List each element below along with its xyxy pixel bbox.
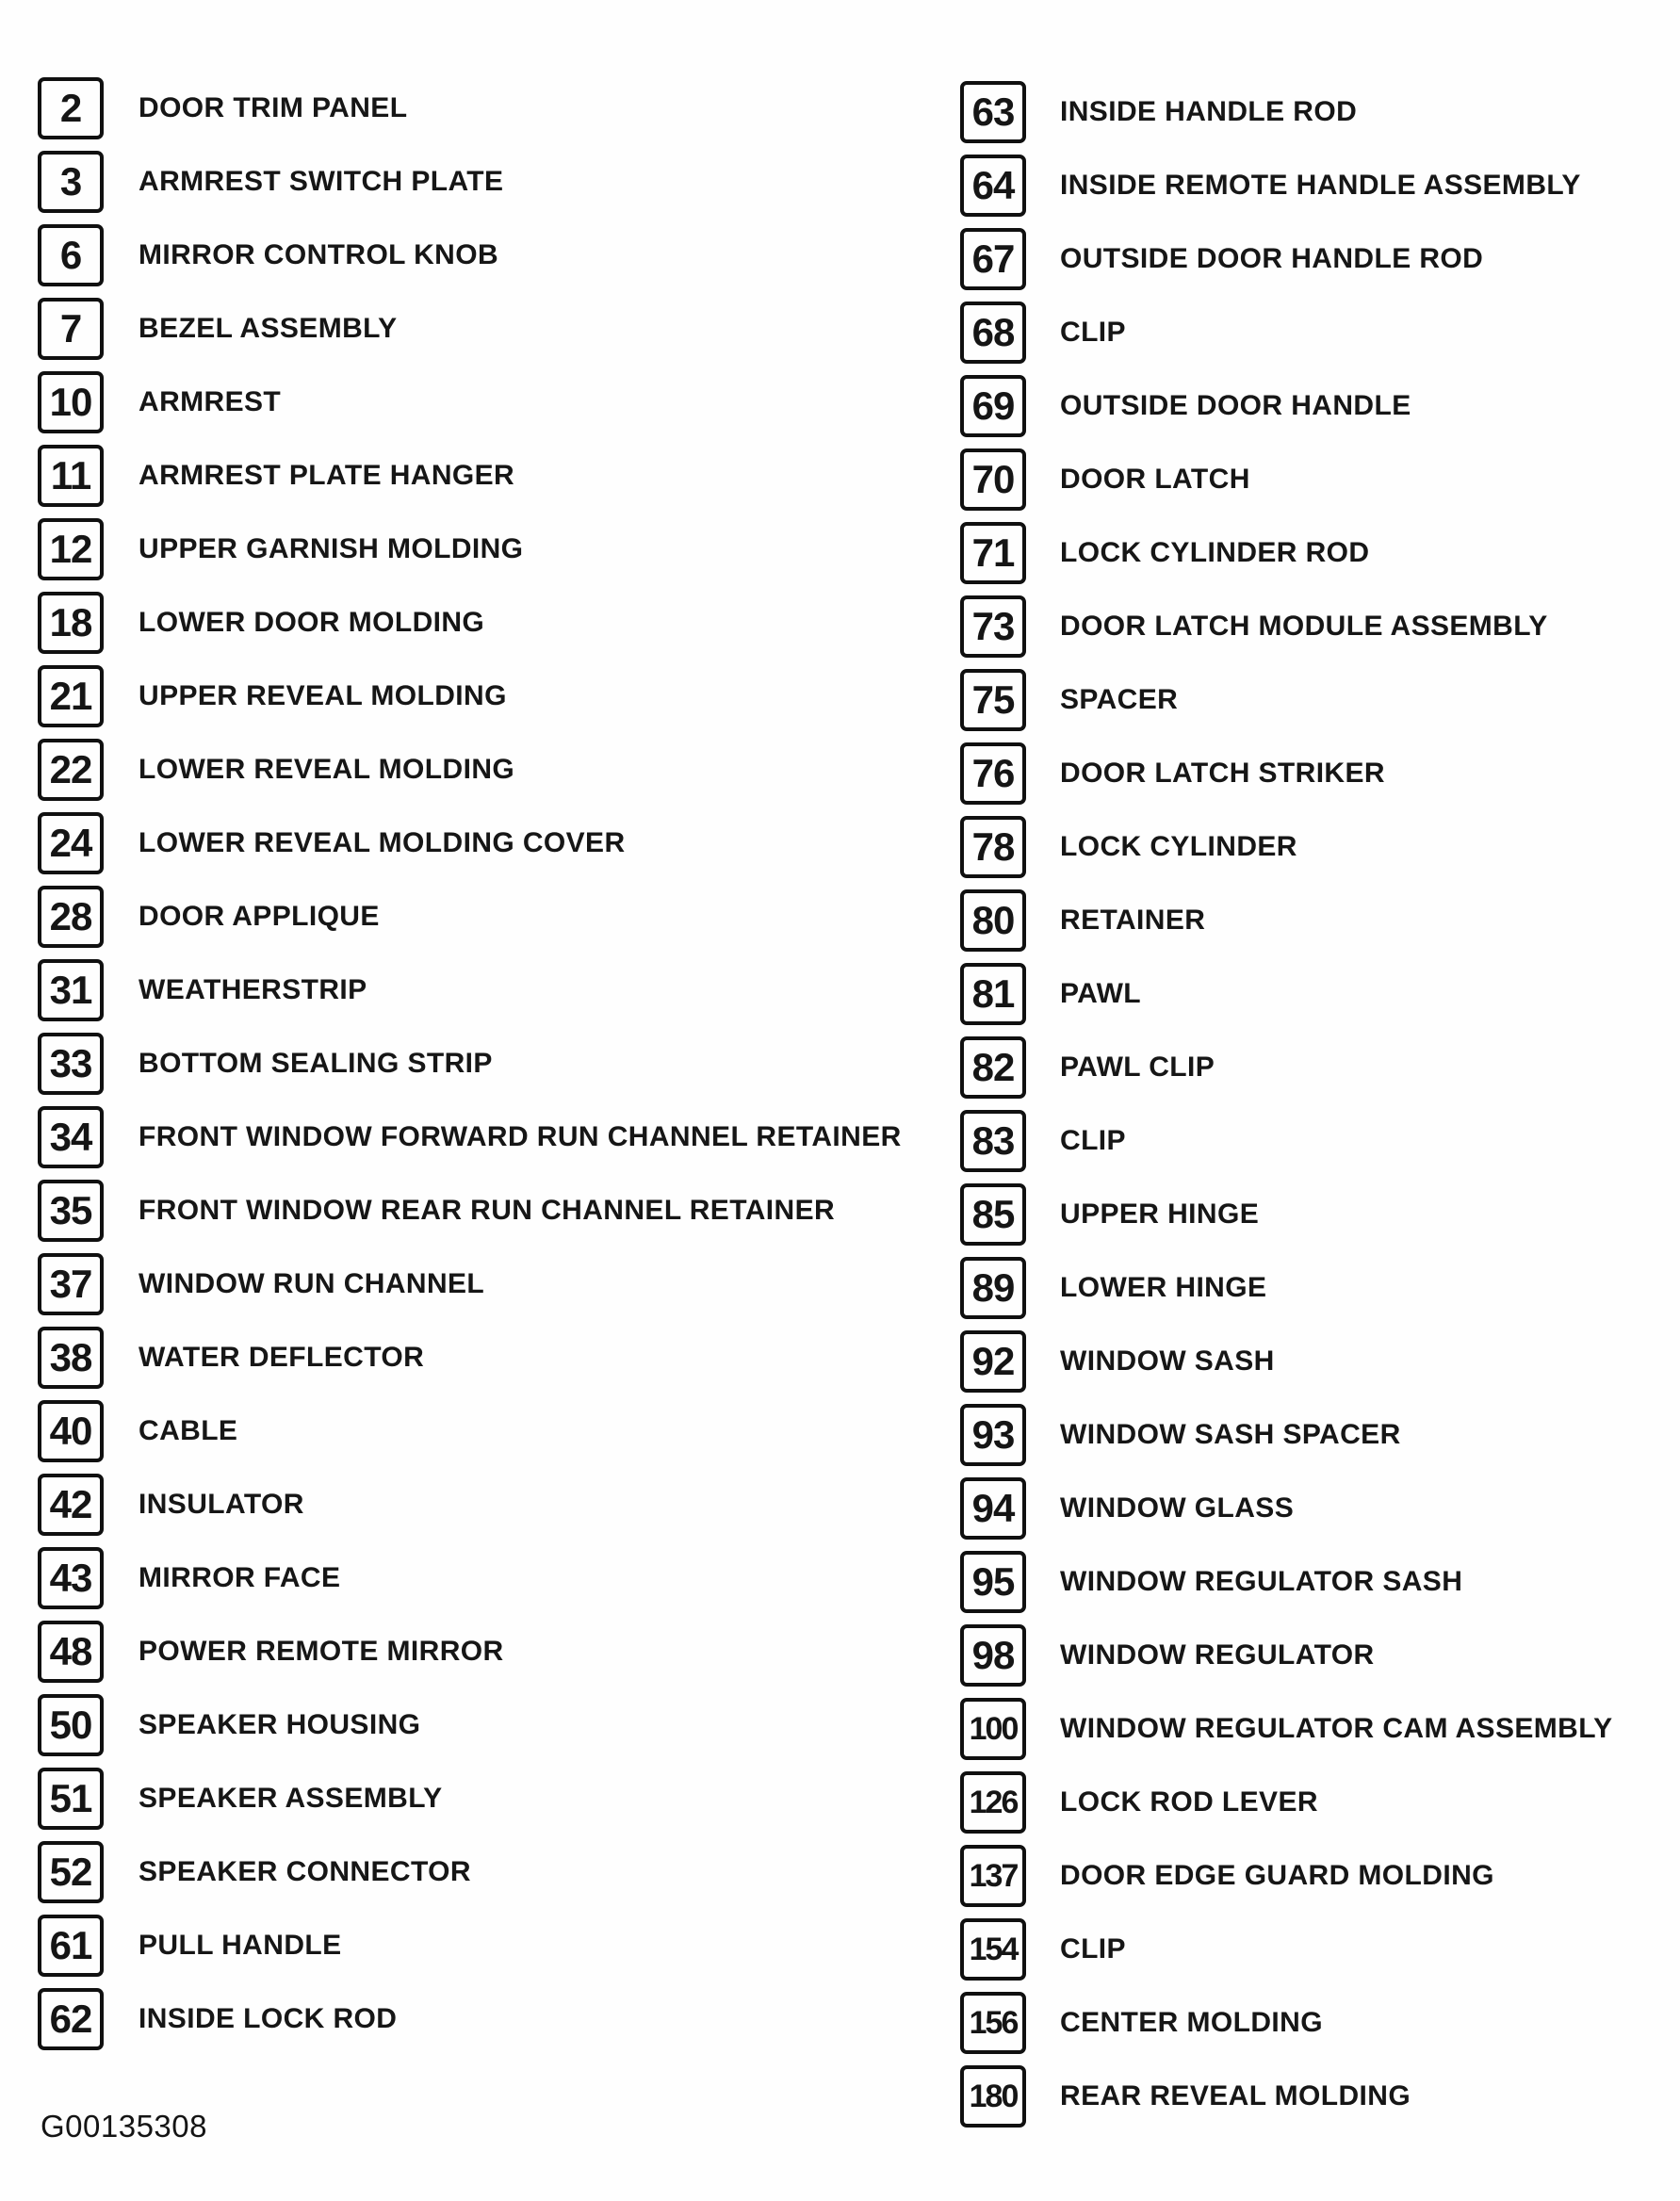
parts-list-item xyxy=(38,1027,902,1100)
part-name-label: LOCK CYLINDER ROD xyxy=(1060,537,1370,568)
part-name-label: FRONT WINDOW FORWARD RUN CHANNEL RETAINER xyxy=(139,1121,902,1152)
part-number-box: 68 xyxy=(960,302,1026,364)
part-number-box: 31 xyxy=(38,959,104,1021)
part-name-label: DOOR APPLIQUE xyxy=(139,901,380,932)
part-name-label: ARMREST xyxy=(139,386,282,417)
parts-list-item xyxy=(38,880,902,954)
part-name-label: WINDOW REGULATOR SASH xyxy=(1060,1566,1463,1597)
part-name-label: POWER REMOTE MIRROR xyxy=(139,1636,504,1667)
parts-list-item xyxy=(960,1839,1613,1913)
parts-list-item xyxy=(960,810,1613,884)
parts-list-item xyxy=(960,1619,1613,1692)
parts-list-item xyxy=(960,1031,1613,1104)
parts-list-item xyxy=(38,513,902,586)
part-number-box: 40 xyxy=(38,1400,104,1462)
part-number-box: 64 xyxy=(960,155,1026,217)
part-name-label: WATER DEFLECTOR xyxy=(139,1342,425,1373)
parts-list-item xyxy=(38,1174,902,1247)
parts-list-item xyxy=(960,222,1613,296)
part-name-label: MIRROR CONTROL KNOB xyxy=(139,239,499,270)
parts-list-item xyxy=(960,1472,1613,1545)
part-name-label: CABLE xyxy=(139,1415,238,1446)
part-number-box: 70 xyxy=(960,448,1026,511)
part-number-box: 28 xyxy=(38,886,104,948)
parts-list-item xyxy=(960,1986,1613,2060)
parts-list-item xyxy=(960,75,1613,149)
part-name-label: DOOR LATCH xyxy=(1060,464,1250,495)
part-name-label: UPPER GARNISH MOLDING xyxy=(139,533,524,564)
part-name-label: CLIP xyxy=(1060,1933,1126,1965)
parts-list-item xyxy=(38,219,902,292)
parts-list-item xyxy=(38,1688,902,1762)
part-number-box: 154 xyxy=(960,1918,1026,1981)
part-number-box: 78 xyxy=(960,816,1026,878)
parts-list-item xyxy=(38,954,902,1027)
part-number-box: 82 xyxy=(960,1036,1026,1099)
part-name-label: LOCK ROD LEVER xyxy=(1060,1786,1318,1818)
part-name-label: WINDOW GLASS xyxy=(1060,1492,1295,1524)
part-name-label: LOWER HINGE xyxy=(1060,1272,1267,1303)
parts-list-item xyxy=(38,1835,902,1909)
part-number-box: 69 xyxy=(960,375,1026,437)
parts-list-item xyxy=(38,72,902,145)
parts-list-item xyxy=(38,660,902,733)
parts-list-item xyxy=(38,586,902,660)
part-number-box: 62 xyxy=(38,1988,104,2050)
part-name-label: INSIDE REMOTE HANDLE ASSEMBLY xyxy=(1060,170,1581,201)
part-number-box: 51 xyxy=(38,1768,104,1830)
parts-list-item xyxy=(960,590,1613,663)
part-number-box: 10 xyxy=(38,371,104,433)
parts-list-item xyxy=(38,1321,902,1394)
part-number-box: 126 xyxy=(960,1771,1026,1834)
part-number-box: 100 xyxy=(960,1698,1026,1760)
parts-list-item xyxy=(960,149,1613,222)
parts-list-item xyxy=(38,366,902,439)
parts-list-item xyxy=(960,1178,1613,1251)
parts-list-item xyxy=(960,1913,1613,1986)
part-name-label: WINDOW REGULATOR CAM ASSEMBLY xyxy=(1060,1713,1613,1744)
part-number-box: 83 xyxy=(960,1110,1026,1172)
part-number-box: 50 xyxy=(38,1694,104,1756)
part-number-box: 43 xyxy=(38,1547,104,1609)
part-name-label: SPEAKER HOUSING xyxy=(139,1709,421,1740)
parts-list-item xyxy=(38,1247,902,1321)
part-number-box: 98 xyxy=(960,1624,1026,1687)
part-name-label: WINDOW SASH xyxy=(1060,1345,1275,1377)
part-number-box: 21 xyxy=(38,665,104,727)
part-number-box: 67 xyxy=(960,228,1026,290)
part-number-box: 35 xyxy=(38,1180,104,1242)
part-number-box: 11 xyxy=(38,445,104,507)
part-name-label: LOWER REVEAL MOLDING xyxy=(139,754,515,785)
parts-list-item xyxy=(960,884,1613,957)
part-name-label: ARMREST PLATE HANGER xyxy=(139,460,515,491)
parts-list-item xyxy=(960,516,1613,590)
part-number-box: 18 xyxy=(38,592,104,654)
part-number-box: 180 xyxy=(960,2065,1026,2128)
parts-list-item xyxy=(38,439,902,513)
part-name-label: INSIDE LOCK ROD xyxy=(139,2003,398,2034)
part-number-box: 81 xyxy=(960,963,1026,1025)
parts-list-item xyxy=(38,733,902,807)
parts-list-item xyxy=(960,663,1613,737)
part-name-label: LOWER DOOR MOLDING xyxy=(139,607,485,638)
part-name-label: WINDOW SASH SPACER xyxy=(1060,1419,1401,1450)
parts-list-right-column xyxy=(960,75,1613,2133)
parts-list-item xyxy=(38,1615,902,1688)
part-number-box: 75 xyxy=(960,669,1026,731)
part-number-box: 12 xyxy=(38,518,104,580)
part-number-box: 33 xyxy=(38,1033,104,1095)
parts-list-item xyxy=(38,292,902,366)
parts-list-item xyxy=(960,1251,1613,1325)
part-number-box: 48 xyxy=(38,1621,104,1683)
part-name-label: WEATHERSTRIP xyxy=(139,974,367,1005)
part-name-label: LOCK CYLINDER xyxy=(1060,831,1297,862)
part-name-label: OUTSIDE DOOR HANDLE ROD xyxy=(1060,243,1484,274)
part-number-box: 95 xyxy=(960,1551,1026,1613)
part-number-box: 76 xyxy=(960,742,1026,805)
part-name-label: BOTTOM SEALING STRIP xyxy=(139,1048,493,1079)
parts-list-item xyxy=(960,369,1613,443)
part-name-label: WINDOW RUN CHANNEL xyxy=(139,1268,485,1299)
figure-reference-code: G00135308 xyxy=(41,2109,207,2144)
part-name-label: PAWL CLIP xyxy=(1060,1052,1215,1083)
part-name-label: OUTSIDE DOOR HANDLE xyxy=(1060,390,1411,421)
parts-list-item xyxy=(960,1325,1613,1398)
part-name-label: FRONT WINDOW REAR RUN CHANNEL RETAINER xyxy=(139,1195,836,1226)
part-number-box: 71 xyxy=(960,522,1026,584)
part-name-label: WINDOW REGULATOR xyxy=(1060,1639,1375,1671)
part-number-box: 37 xyxy=(38,1253,104,1315)
part-number-box: 63 xyxy=(960,81,1026,143)
part-name-label: CENTER MOLDING xyxy=(1060,2007,1323,2038)
part-number-box: 92 xyxy=(960,1330,1026,1393)
part-number-box: 156 xyxy=(960,1992,1026,2054)
part-number-box: 94 xyxy=(960,1477,1026,1540)
part-name-label: MIRROR FACE xyxy=(139,1562,341,1593)
part-name-label: CLIP xyxy=(1060,317,1126,348)
parts-list-item xyxy=(38,1909,902,1982)
part-name-label: DOOR LATCH STRIKER xyxy=(1060,758,1385,789)
part-name-label: UPPER REVEAL MOLDING xyxy=(139,680,507,711)
part-name-label: INSIDE HANDLE ROD xyxy=(1060,96,1358,127)
parts-list-item xyxy=(38,1762,902,1835)
part-name-label: CLIP xyxy=(1060,1125,1126,1156)
part-number-box: 6 xyxy=(38,224,104,286)
part-name-label: PULL HANDLE xyxy=(139,1930,342,1961)
part-name-label: BEZEL ASSEMBLY xyxy=(139,313,398,344)
part-name-label: DOOR EDGE GUARD MOLDING xyxy=(1060,1860,1494,1891)
part-number-box: 38 xyxy=(38,1327,104,1389)
part-name-label: SPEAKER ASSEMBLY xyxy=(139,1783,443,1814)
part-number-box: 22 xyxy=(38,739,104,801)
parts-list-item xyxy=(38,1541,902,1615)
part-name-label: DOOR LATCH MODULE ASSEMBLY xyxy=(1060,611,1548,642)
parts-list-item xyxy=(960,1766,1613,1839)
part-name-label: LOWER REVEAL MOLDING COVER xyxy=(139,827,626,858)
parts-list-item xyxy=(960,443,1613,516)
part-name-label: REAR REVEAL MOLDING xyxy=(1060,2080,1411,2111)
parts-list-item xyxy=(960,296,1613,369)
parts-list-item xyxy=(38,1468,902,1541)
part-number-box: 24 xyxy=(38,812,104,874)
part-number-box: 89 xyxy=(960,1257,1026,1319)
part-name-label: PAWL xyxy=(1060,978,1142,1009)
part-number-box: 80 xyxy=(960,889,1026,952)
parts-list-item xyxy=(38,1982,902,2056)
parts-list-item xyxy=(960,1545,1613,1619)
parts-list-item xyxy=(38,145,902,219)
part-number-box: 34 xyxy=(38,1106,104,1168)
part-number-box: 85 xyxy=(960,1183,1026,1246)
part-number-box: 7 xyxy=(38,298,104,360)
parts-list-item xyxy=(38,1394,902,1468)
part-number-box: 137 xyxy=(960,1845,1026,1907)
parts-list-item xyxy=(960,1692,1613,1766)
part-name-label: DOOR TRIM PANEL xyxy=(139,92,408,123)
part-number-box: 52 xyxy=(38,1841,104,1903)
part-name-label: UPPER HINGE xyxy=(1060,1198,1260,1230)
part-number-box: 42 xyxy=(38,1474,104,1536)
parts-list-left-column xyxy=(38,72,902,2056)
part-name-label: ARMREST SWITCH PLATE xyxy=(139,166,504,197)
part-number-box: 61 xyxy=(38,1915,104,1977)
part-number-box: 2 xyxy=(38,77,104,139)
part-name-label: SPEAKER CONNECTOR xyxy=(139,1856,471,1887)
parts-list-item xyxy=(38,1100,902,1174)
parts-list-item xyxy=(960,957,1613,1031)
part-number-box: 93 xyxy=(960,1404,1026,1466)
part-number-box: 73 xyxy=(960,595,1026,658)
parts-list-item xyxy=(38,807,902,880)
parts-list-item xyxy=(960,1104,1613,1178)
parts-list-item xyxy=(960,1398,1613,1472)
part-name-label: INSULATOR xyxy=(139,1489,304,1520)
part-number-box: 3 xyxy=(38,151,104,213)
parts-list-item xyxy=(960,2060,1613,2133)
part-name-label: RETAINER xyxy=(1060,905,1206,936)
parts-list-item xyxy=(960,737,1613,810)
part-name-label: SPACER xyxy=(1060,684,1179,715)
